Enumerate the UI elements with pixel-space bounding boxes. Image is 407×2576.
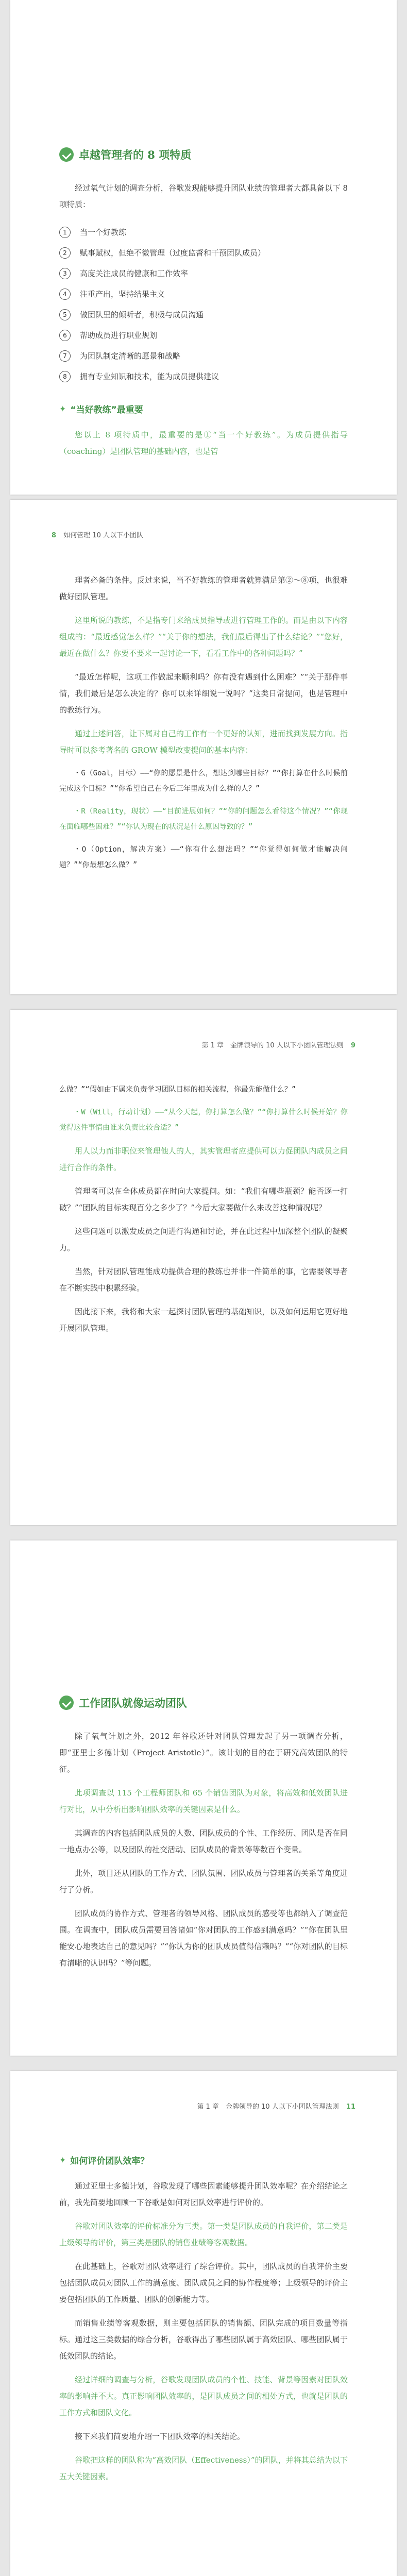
paragraph: ・O（Option，解决方案）——“你有什么想法吗？”“你觉得如何做才能解决问题？”“你最想怎么做？” — [59, 845, 348, 869]
trait-text: 做团队里的倾听者，积极与成员沟通 — [80, 310, 204, 319]
trait-number: 1 — [59, 227, 71, 238]
section-heading-text: 工作团队就像运动团队 — [79, 1697, 187, 1709]
paragraph: 通过上述问答，让下属对自己的工作有一个更好的认知，进而找到发展方向。指导时可以参考著名的 GROW 模型改变提问的基本内容： — [59, 729, 348, 755]
diamond-icon: ✦ — [59, 2155, 66, 2165]
section-heading — [59, 1695, 348, 1710]
page-4-paragraphs — [59, 1728, 348, 1971]
paragraph: 在此基础上，谷歌对团队效率进行了综合评价。其中，团队成员的自我评价主要包括团队成员对团队工作的满意度、团队成员之间的协作程度等；上级领导的评价主要包括团队的工作质量、团队的创新能力等。 — [59, 2262, 348, 2304]
paragraph: 这里所说的教练，不是指专门来给成员指导或进行管理工作的。而是由以下内容组成的：“最近感觉怎么样？”“关于你的想法，我们最后得出了什么结论？”“您好，最近在做什么？你要不要来一起讨论一下，看看工作中的各种问题吗？” — [59, 616, 348, 658]
page-1-content — [59, 147, 348, 467]
running-header — [201, 1040, 361, 1049]
document-page-1 — [10, 0, 397, 495]
subheading — [59, 402, 348, 415]
document-page-3 — [10, 1010, 397, 1525]
trait-item — [59, 243, 348, 263]
trait-text: 高度关注成员的健康和工作效率 — [80, 269, 189, 278]
paragraph: 因此接下来，我将和大家一起探讨团队管理的基础知识，以及如何运用它更好地开展团队管理。 — [59, 1307, 348, 1333]
paragraph: 么做？”“假如由下属来负责学习团队目标的相关流程，你最先能做什么？” — [59, 1086, 296, 1094]
paragraph: 管理者可以在全体成员都在时向大家提问。如：“我们有哪些瓶颈？能否逐一打破？”“团队的目标实现百分之多少了？”今后大家要做什么来改善这种情况呢？ — [59, 1187, 348, 1212]
trait-number: 8 — [59, 371, 71, 382]
page-number: 11 — [346, 2103, 355, 2111]
trait-text: 注重产出，坚持结果主义 — [80, 290, 165, 299]
trait-item — [59, 263, 348, 284]
paragraph: “最近怎样呢，这项工作做起来顺利吗？你有没有遇到什么困难？”“关于那件事情，我们最后是怎么决定的？你可以来详细说一说吗？”这类日常提问，也是管理中的教练行为。 — [59, 672, 348, 715]
trait-number: 4 — [59, 289, 71, 300]
section-heading-text: 卓越管理者的 8 项特质 — [79, 148, 192, 161]
trait-number: 2 — [59, 247, 71, 259]
trait-text: 帮助成员进行职业规划 — [80, 331, 158, 340]
check-circle-icon — [59, 1696, 74, 1710]
paragraph: 接下来我们简要地介绍一下团队效率的相关结论。 — [75, 2432, 245, 2441]
page-4-content — [59, 1695, 348, 1978]
page-number: 9 — [350, 1042, 355, 1049]
paragraph: 除了氧气计划之外，2012 年谷歌还针对团队管理发起了另一项调查分析，即“亚里士多德计划（Project Aristotle）”。该计划的目的在于研究高效团队的特征。 — [59, 1732, 348, 1774]
paragraph: 经过详细的调查与分析，谷歌发现团队成员的个性、技能、背景等因素对团队效率的影响并不大。真正影响团队效率的，是团队成员之间的相处方式，也就是团队的工作方式和团队文化。 — [59, 2375, 348, 2417]
running-header-chapter: 第 1 章 金牌领导的 10 人以下小团队管理法则 — [197, 2103, 339, 2111]
green-paragraph: 您以上 8 项特质中，最重要的是①“当一个好教练”。为成员提供指导（coaching）是团队管理的基础内容，也是管 — [59, 430, 348, 456]
paragraph: ・W（Will，行动计划）——“从今天起，你打算怎么做？”“你打算什么时候开始？你觉得这件事情由谁来负责比较合适？” — [59, 1108, 348, 1132]
page-5-content — [59, 2138, 348, 2492]
paragraph: ・R（Reality，现状）——“目前进展如何？”“你的问题怎么看待这个情况？”“你现在面临哪些困难？”“你认为现在的状况是什么原因导致的？” — [59, 807, 348, 831]
trait-text: 赋事赋权，但绝不微管理（过度监督和干预团队成员） — [80, 248, 266, 258]
document-page-4 — [10, 1540, 397, 2056]
trait-number: 5 — [59, 309, 71, 320]
paragraph: 其调查的内容包括团队成员的人数、团队成员的个性、工作经历、团队是否在同一地点办公等，以及团队的社交活动、团队成员的背景等等数百个变量。 — [59, 1828, 348, 1854]
subheading — [59, 2154, 348, 2166]
paragraph: 理者必备的条件。反过来说，当不好教练的管理者就算满足第②～⑧项，也很难做好团队管理。 — [59, 575, 348, 601]
trait-item — [59, 284, 348, 304]
trait-item — [59, 222, 348, 243]
paragraph: ・G（Goal，目标）——“你的愿景是什么，想达到哪些目标？”“你打算在什么时候前完成这个目标？”“你希望自己在今后三年里成为什么样的人？” — [59, 769, 348, 793]
page-number: 8 — [52, 532, 57, 539]
paragraph: 用人以力而非职位来管理他人的人，其实管理者应提供可以力促团队内成员之间进行合作的条件。 — [59, 1146, 348, 1172]
trait-text: 拥有专业知识和技术，能为成员提供建议 — [80, 372, 219, 381]
intro-paragraph: 经过氧气计划的调查分析，谷歌发现能够提升团队业绩的管理者大都具备以下 8 项特质： — [59, 183, 348, 209]
paragraph: 团队成员的协作方式、管理者的领导风格、团队成员的感受等也都纳入了调查范围。在调查中，团队成员需要回答诸如“你对团队的工作感到满意吗？”“你在团队里能安心地表达自己的意见吗？”“你认为你的团队成员值得信赖吗？”“你对团队的目标有清晰的认识吗？”等问题。 — [59, 1909, 348, 1968]
paragraph: 此项调查以 115 个工程师团队和 65 个销售团队为对象，将高效和低效团队进行对比，从中分析出影响团队效率的关键因素是什么。 — [59, 1788, 348, 1814]
trait-text: 当一个好教练 — [80, 228, 127, 237]
running-header — [46, 530, 143, 539]
page-3-content — [59, 1082, 348, 1344]
page-5-paragraphs — [59, 2178, 348, 2485]
document-page-2 — [10, 500, 397, 994]
running-header — [197, 2101, 361, 2111]
check-circle-icon — [59, 147, 74, 162]
trait-number: 7 — [59, 350, 71, 362]
trait-item — [59, 366, 348, 387]
section-heading — [59, 147, 348, 162]
paragraph: 此外，项目还从团队的工作方式、团队氛围、团队成员与管理者的关系等角度进行了分析。 — [59, 1869, 348, 1894]
paragraph: 而销售业绩等客观数据，则主要包括团队的销售额、团队完成的项目数量等指标。通过这三类数据的综合分析，谷歌得出了哪些团队属于高效团队、哪些团队属于低效团队的结论。 — [59, 2318, 348, 2361]
paragraph: 谷歌对团队效率的评价标准分为三类。第一类是团队成员的自我评价，第二类是上级领导的评价，第三类是团队的销售业绩等客观数据。 — [59, 2222, 348, 2247]
trait-text: 为团队制定清晰的愿景和战略 — [80, 351, 181, 361]
subheading-text: 如何评价团队效率？ — [70, 2156, 149, 2166]
diamond-icon: ✦ — [59, 404, 66, 414]
subheading-text: “当好教练”最重要 — [70, 405, 143, 415]
paragraph: 谷歌把这样的团队称为“高效团队（Effectiveness）”的团队，并将其总结为以下五大关键因素。 — [59, 2455, 348, 2481]
trait-item — [59, 325, 348, 346]
page-2-content — [59, 572, 348, 880]
trait-number: 6 — [59, 330, 71, 341]
document-page-5 — [10, 2071, 397, 2576]
trait-item — [59, 304, 348, 325]
paragraph: 通过亚里士多德计划，谷歌发现了哪些因素能够提升团队效率呢？在介绍结论之前，我先简要地回顾一下谷歌是如何对团队效率进行评价的。 — [59, 2181, 348, 2207]
running-header-title: 如何管理 10 人以下小团队 — [63, 532, 143, 539]
running-header-chapter: 第 1 章 金牌领导的 10 人以下小团队管理法则 — [201, 1042, 344, 1049]
paragraph: 当然，针对团队管理能成功提供合理的教练也并非一件简单的事，它需要领导者在不断实践中积累经验。 — [59, 1267, 348, 1293]
traits-list — [59, 222, 348, 387]
paragraph: 这些问题可以激发成员之间进行沟通和讨论，并在此过程中加深整个团队的凝聚力。 — [59, 1227, 348, 1252]
trait-item — [59, 346, 348, 366]
trait-number: 3 — [59, 268, 71, 279]
